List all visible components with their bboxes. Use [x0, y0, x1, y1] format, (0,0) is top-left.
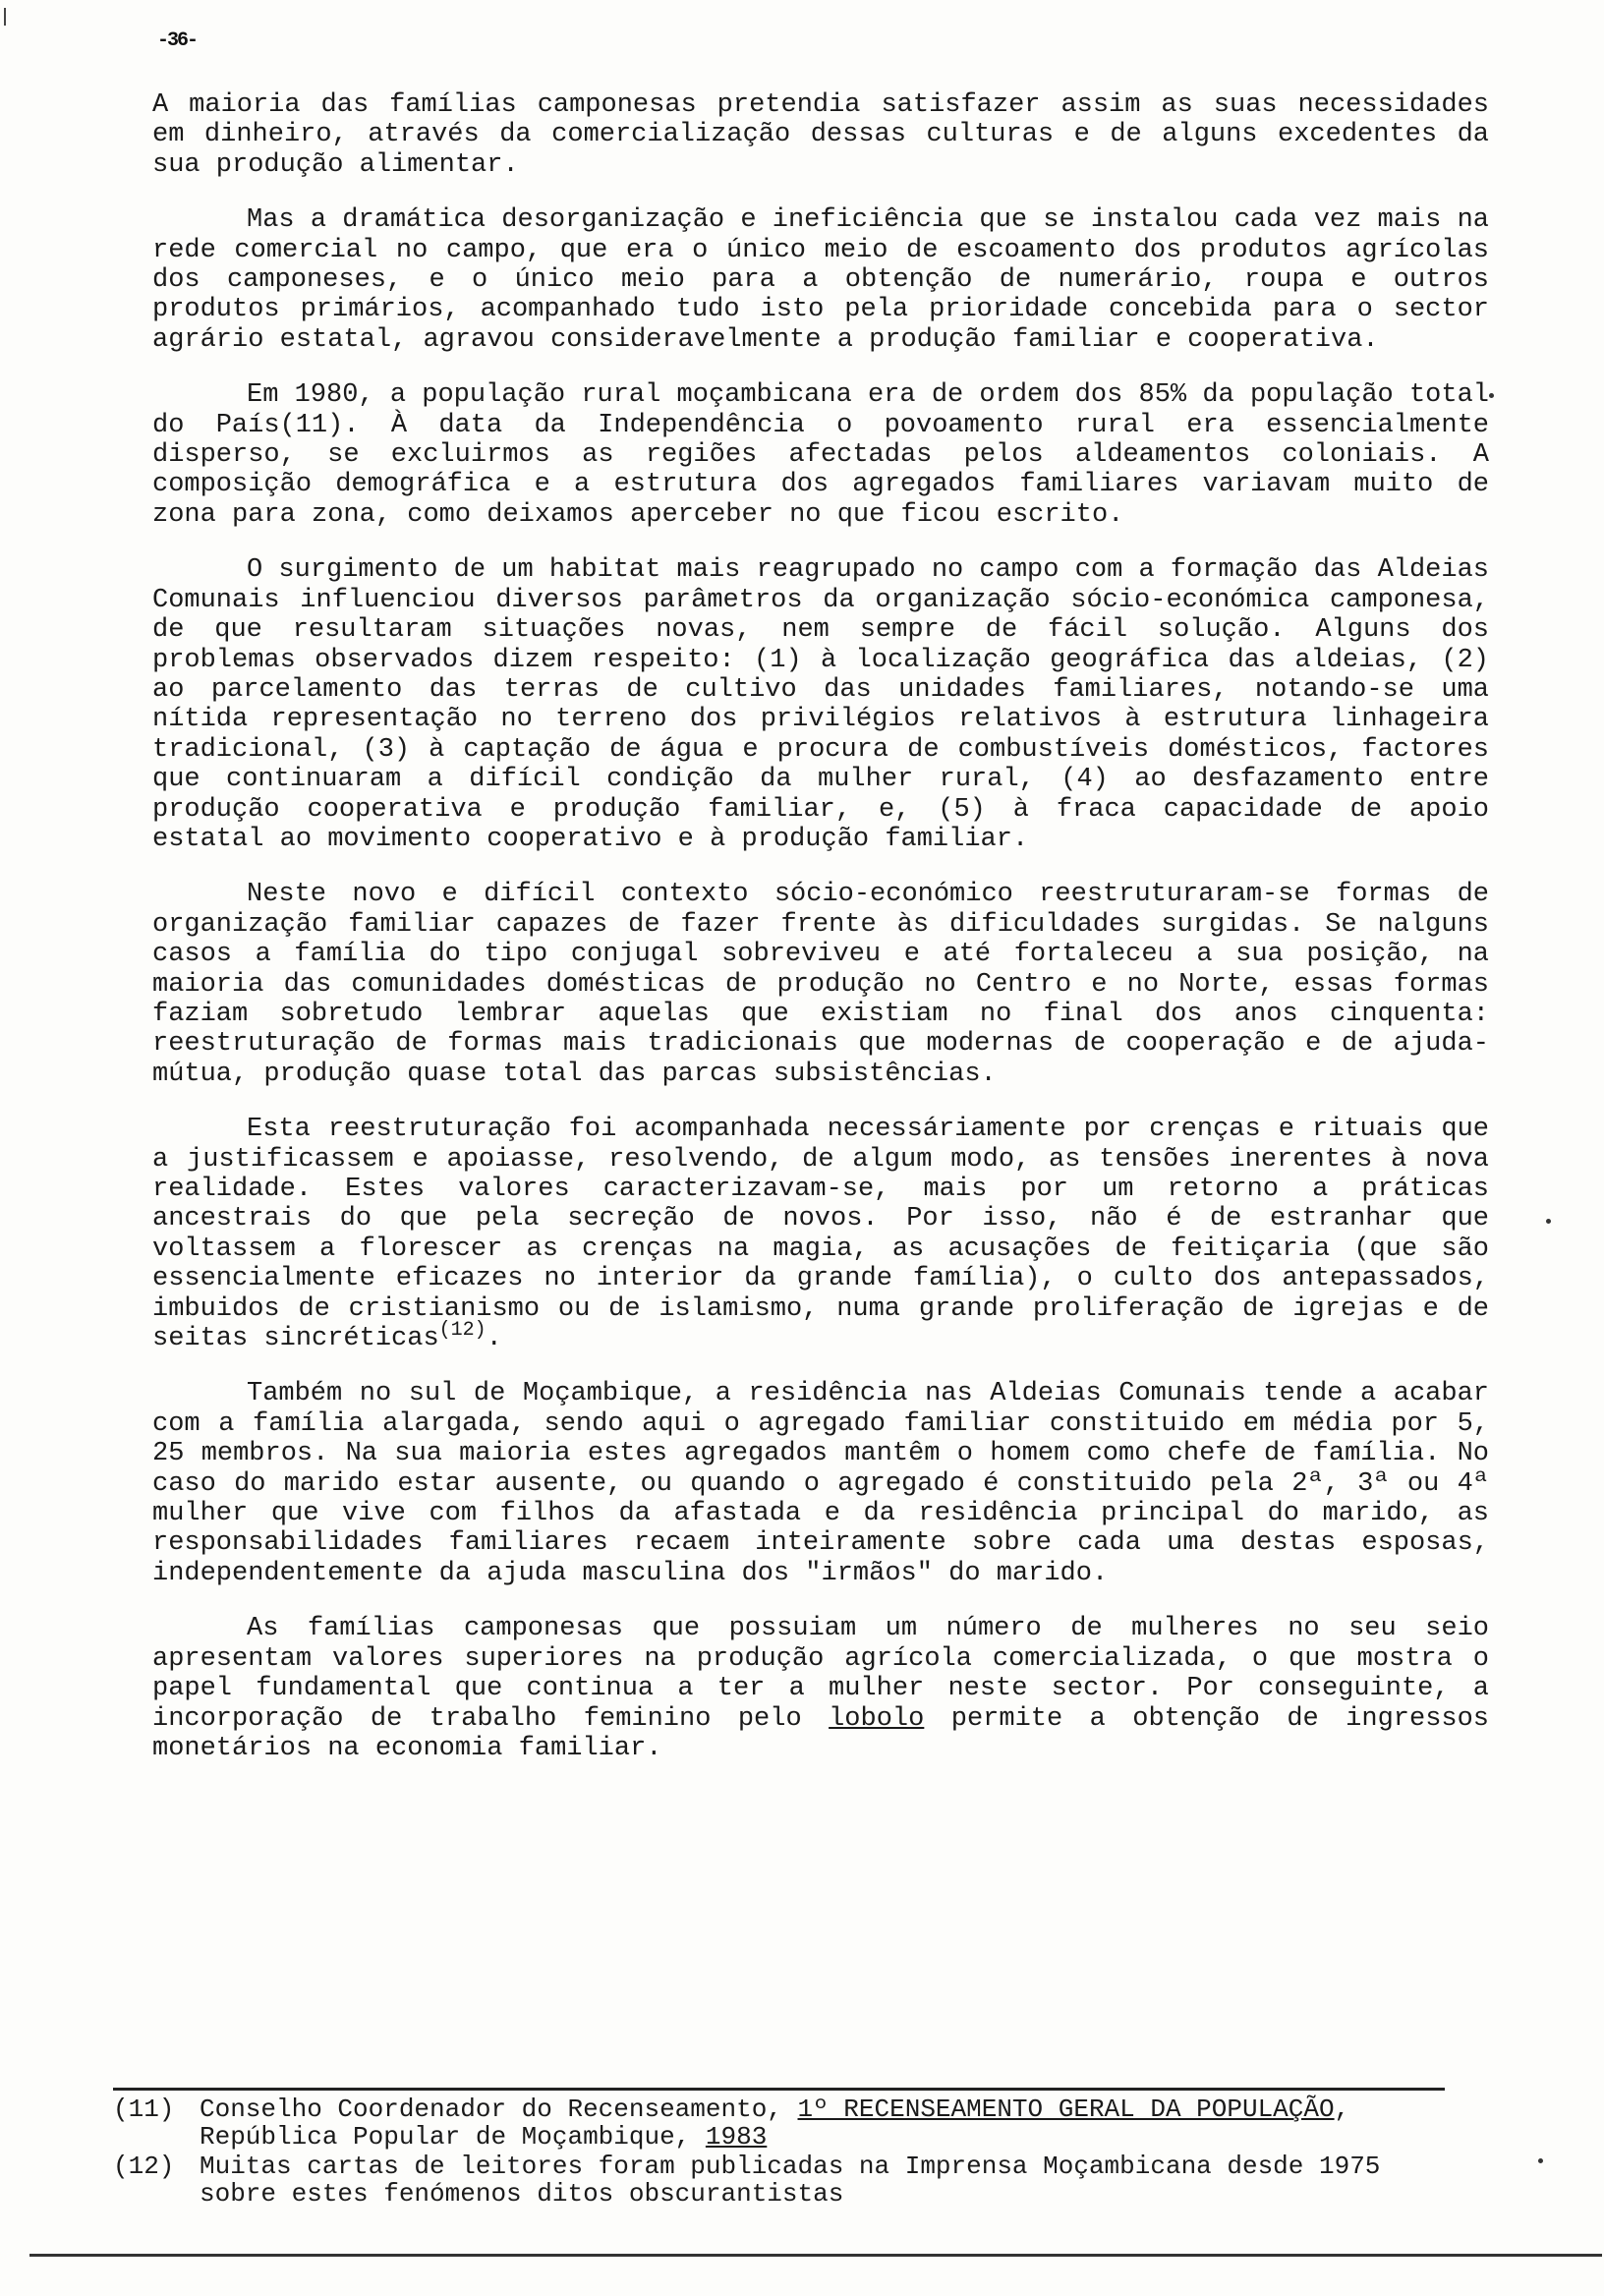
paragraph-6-text: Esta reestruturação foi acompanhada necessáriamente por crenças e rituais que a justificassem e apoiasse, resolvendo, de algum modo, as tensões inerentes à nova realidade. Estes valores caracterizavam-se, mais por um retorno a práticas ancestrais do que pela secreção de novos. Por isso, não é de estranhar que voltassem a florescer as crenças na magia, as acusações de feitiçaria (que são essencialmente eficazes no interior da grande família), o culto dos antepassados, imbuidos de cristianismo ou de islamismo, numa grande proliferação de igrejas e de seitas sincréticas: [152, 1115, 1489, 1354]
paragraph-7: Também no sul de Moçambique, a residência nas Aldeias Comunais tende a acabar com a família alargada, sendo aqui o agregado familiar constituido em média por 5, 25 membros. Na sua maioria estes agregados mantêm o homem como chefe de família. No caso do marido estar ausente, ou quando o agregado é constituido pela 2ª, 3ª ou 4ª mulher que vive com filhos da afastada e da residência principal do marido, as responsabilidades familiares recaem inteiramente sobre cada uma destas esposas, independentemente da ajuda masculina dos "irmãos" do marido.: [152, 1379, 1489, 1588]
footnote-text: [200, 2095, 1460, 2151]
footnotes: [113, 2095, 1460, 2210]
term-lobolo: lobolo: [829, 1703, 925, 1734]
paragraph-3-rest: . À data da Independência o povoamento rural era essencialmente disperso, se excluirmos as regiões afectadas pelos aldeamentos coloniais. A composição demográfica e a estrutura dos agregados familiares variavam muito de zona para zona, como deixamos aperceber no que ficou escrito.: [152, 410, 1489, 530]
scan-speck: [1546, 1219, 1551, 1224]
footnote-ref-11: (11): [279, 410, 344, 440]
paragraph-8: [152, 1614, 1489, 1763]
paragraph-6: [152, 1115, 1489, 1353]
footnote-divider: [113, 2088, 1445, 2091]
scan-margin-mark: [4, 8, 6, 26]
footnote-year: 1983: [705, 2122, 768, 2152]
footnote-11: [113, 2095, 1460, 2151]
bottom-divider: [29, 2254, 1602, 2257]
paragraph-4: O surgimento de um habitat mais reagrupado no campo com a formação das Aldeias Comunais influenciou diversos parâmetros da organização sócio-económica camponesa, de que resultaram situações novas, nem sempre de fácil solução. Alguns dos problemas observados dizem respeito: (1) à localização geográfica das aldeias, (2) ao parcelamento das terras de cultivo das unidades familiares, notando-se uma nítida representação no terreno dos privilégios relativos à estrutura linhageira tradicional, (3) à captação de água e procura de combustíveis domésticos, factores que continuaram a difícil condição da mulher rural, (4) ao desfazamento entre produção cooperativa e produção familiar, e, (5) à fraca capacidade de apoio estatal ao movimento cooperativo e à produção familiar.: [152, 555, 1489, 854]
footnote-source: Conselho Coordenador do Recenseamento,: [200, 2095, 798, 2124]
paragraph-1: A maioria das famílias camponesas pretendia satisfazer assim as suas necessidades em dinheiro, através da comercialização dessas culturas e de alguns excedentes da sua produção alimentar.: [152, 90, 1489, 180]
body-text: [152, 90, 1489, 1789]
paragraph-8-text: As famílias camponesas que possuiam um número de mulheres no seu seio apresentam valores superiores na produção agrícola comercializada, o que mostra o papel fundamental que continua a ter a mulher neste sector. Por conseguinte, a incorporação de trabalho feminino pelo: [152, 1614, 1489, 1734]
paragraph-2: Mas a dramática desorganização e ineficiência que se instalou cada vez mais na rede comercial no campo, que era o único meio de escoamento dos produtos agrícolas dos camponeses, e o único meio para a obtenção de numerário, roupa e outros produtos primários, acompanhado tudo isto pela prioridade concebida para o sector agrário estatal, agravou consideravelmente a produção familiar e cooperativa.: [152, 205, 1489, 355]
footnote-publisher: , República Popular de Moçambique,: [200, 2095, 1350, 2152]
footnote-12: [113, 2152, 1460, 2208]
scan-speck: [1489, 393, 1494, 398]
footnote-text: Muitas cartas de leitores foram publicadas na Imprensa Moçambicana desde 1975 sobre estes fenómenos ditos obscurantistas: [200, 2152, 1381, 2209]
scan-speck: [1538, 2158, 1543, 2163]
footnote-number: (11): [113, 2095, 175, 2124]
footnote-ref-12: (12): [438, 1319, 487, 1343]
footnote-title: 1º RECENSEAMENTO GERAL DA POPULAÇÃO: [797, 2095, 1335, 2124]
paragraph-3: [152, 380, 1489, 530]
paragraph-5: Neste novo e difícil contexto sócio-económico reestruturaram-se formas de organização familiar capazes de fazer frente às dificuldades surgidas. Se nalguns casos a família do tipo conjugal sobreviveu e até fortaleceu a sua posição, na maioria das comunidades domésticas de produção no Centro e no Norte, essas formas faziam sobretudo lembrar aquelas que existiam no final dos anos cinquenta: reestruturação de formas mais tradicionais que modernas de cooperação e de ajuda-mútua, produção quase total das parcas subsistências.: [152, 880, 1489, 1089]
footnote-number: (12): [113, 2152, 175, 2181]
paragraph-3-text: Em 1980, a população rural moçambicana era de ordem dos 85% da população total do País: [152, 380, 1489, 440]
paragraph-8-rest: permite a obtenção de ingressos monetários na economia familiar.: [152, 1703, 1490, 1763]
page-number: -36-: [157, 29, 198, 52]
paragraph-6-end: .: [486, 1324, 502, 1354]
